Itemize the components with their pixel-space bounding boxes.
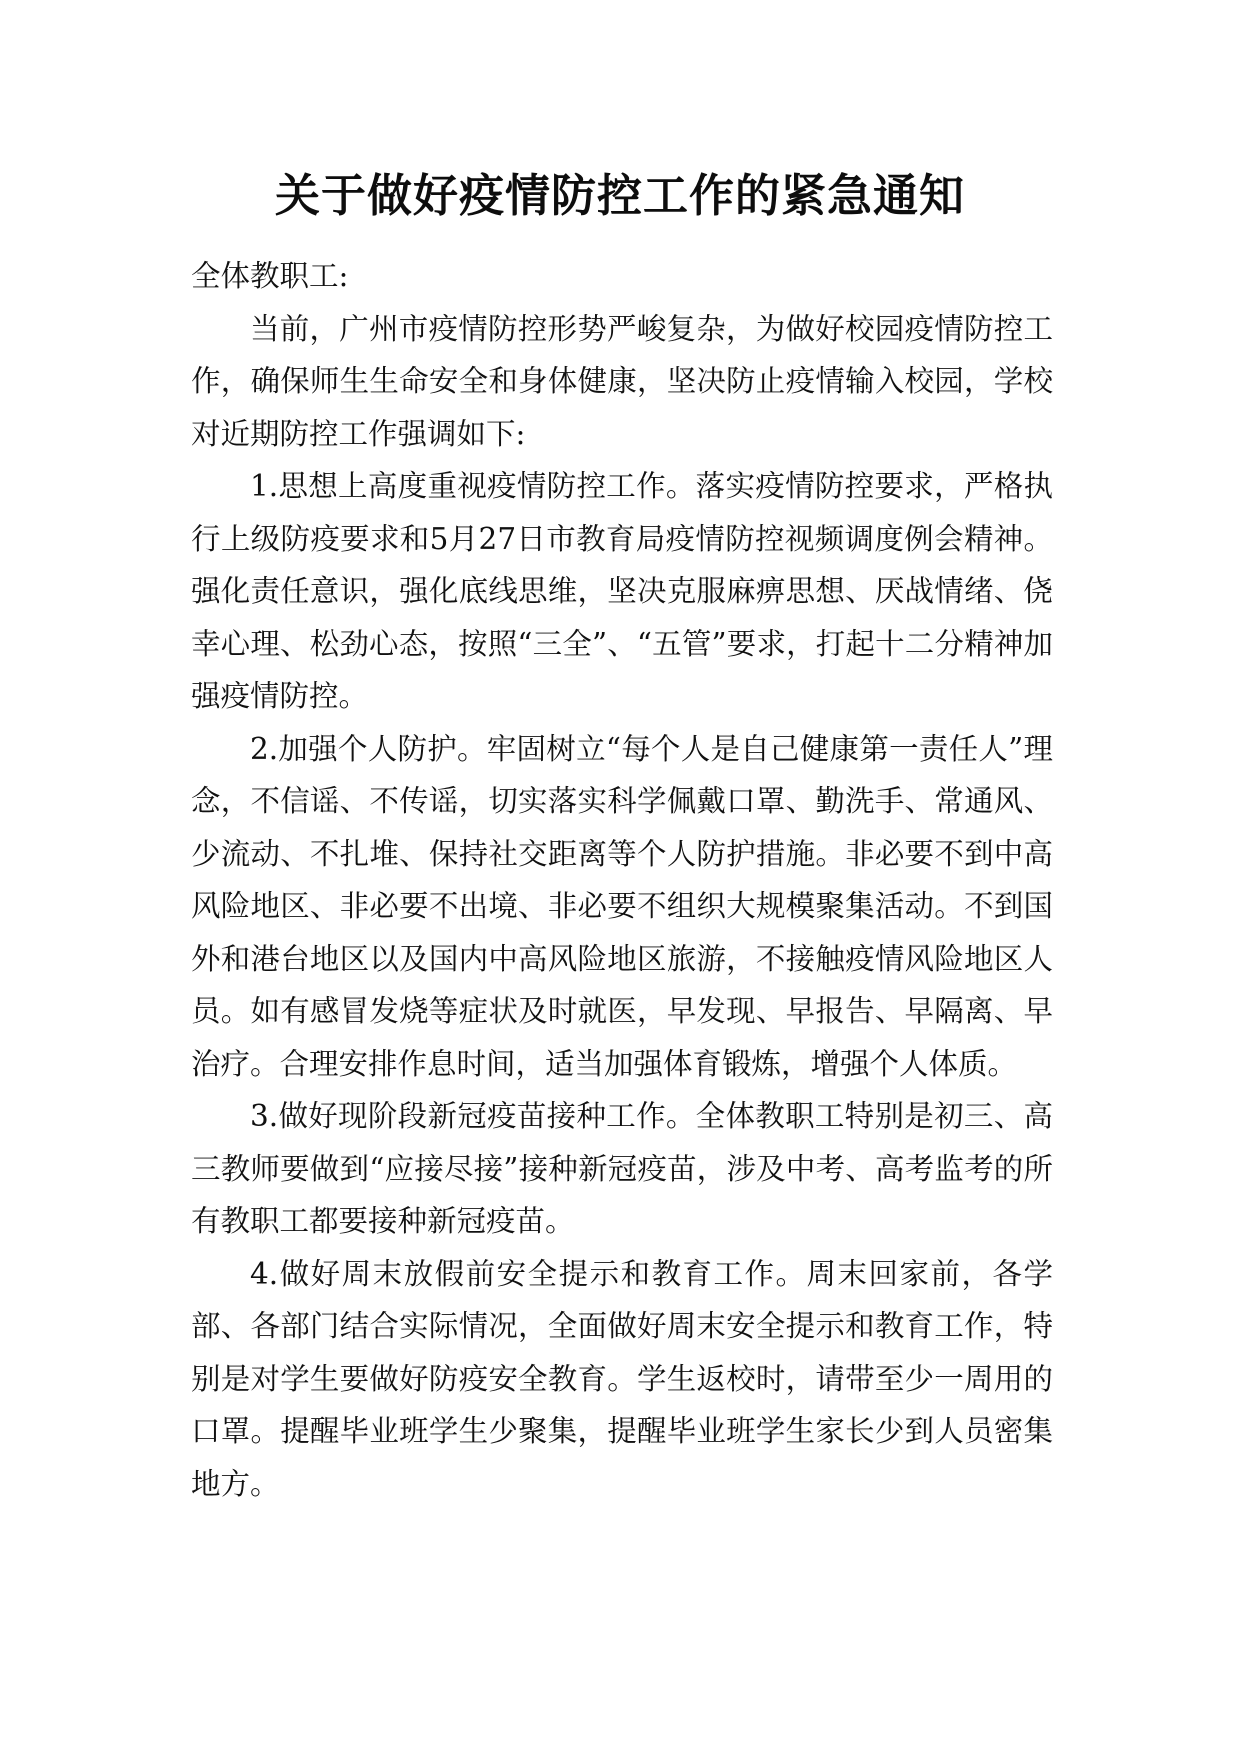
item-paragraph-2: 2.加强个人防护。牢固树立“每个人是自己健康第一责任人”理念，不信谣、不传谣，切实落实科学佩戴口罩、勤洗手、常通风、少流动、不扎堆、保持社交距离等个人防护措施。非必要不到中高风险地区、非必要不出境、非必要不组织大规模聚集活动。不到国外和港台地区以及国内中高风险地区旅游，不接触疫情风险地区人员。如有感冒发烧等症状及时就医，早发现、早报告、早隔离、早治疗。合理安排作息时间，适当加强体育锻炼，增强个人体质。 <box>191 731 1053 1081</box>
item-paragraph-3: 3.做好现阶段新冠疫苗接种工作。全体教职工特别是初三、高三教师要做到“应接尽接”接种新冠疫苗，涉及中考、高考监考的所有教职工都要接种新冠疫苗。 <box>191 1099 1053 1238</box>
document-title: 关于做好疫情防控工作的紧急通知 <box>274 169 965 222</box>
salutation: 全体教职工: <box>191 259 349 293</box>
item-paragraph-1: 1.思想上高度重视疫情防控工作。落实疫情防控要求，严格执行上级防疫要求和5月27日市教育局疫情防控视频调度例会精神。强化责任意识，强化底线思维，坚决克服麻痹思想、厌战情绪、侥幸心理、松劲心态，按照“三全”、“五管”要求，打起十二分精神加强疫情防控。 <box>191 469 1053 713</box>
intro-paragraph: 当前，广州市疫情防控形势严峻复杂，为做好校园疫情防控工作，确保师生生命安全和身体健康，坚决防止疫情输入校园，学校对近期防控工作强调如下: <box>191 311 1053 451</box>
document-body <box>191 250 1053 1510</box>
item-paragraph-4: 4.做好周末放假前安全提示和教育工作。周末回家前，各学部、各部门结合实际情况，全面做好周末安全提示和教育工作，特别是对学生要做好防疫安全教育。学生返校时，请带至少一周用的口罩。提醒毕业班学生少聚集，提醒毕业班学生家长少到人员密集地方。 <box>191 1256 1053 1501</box>
